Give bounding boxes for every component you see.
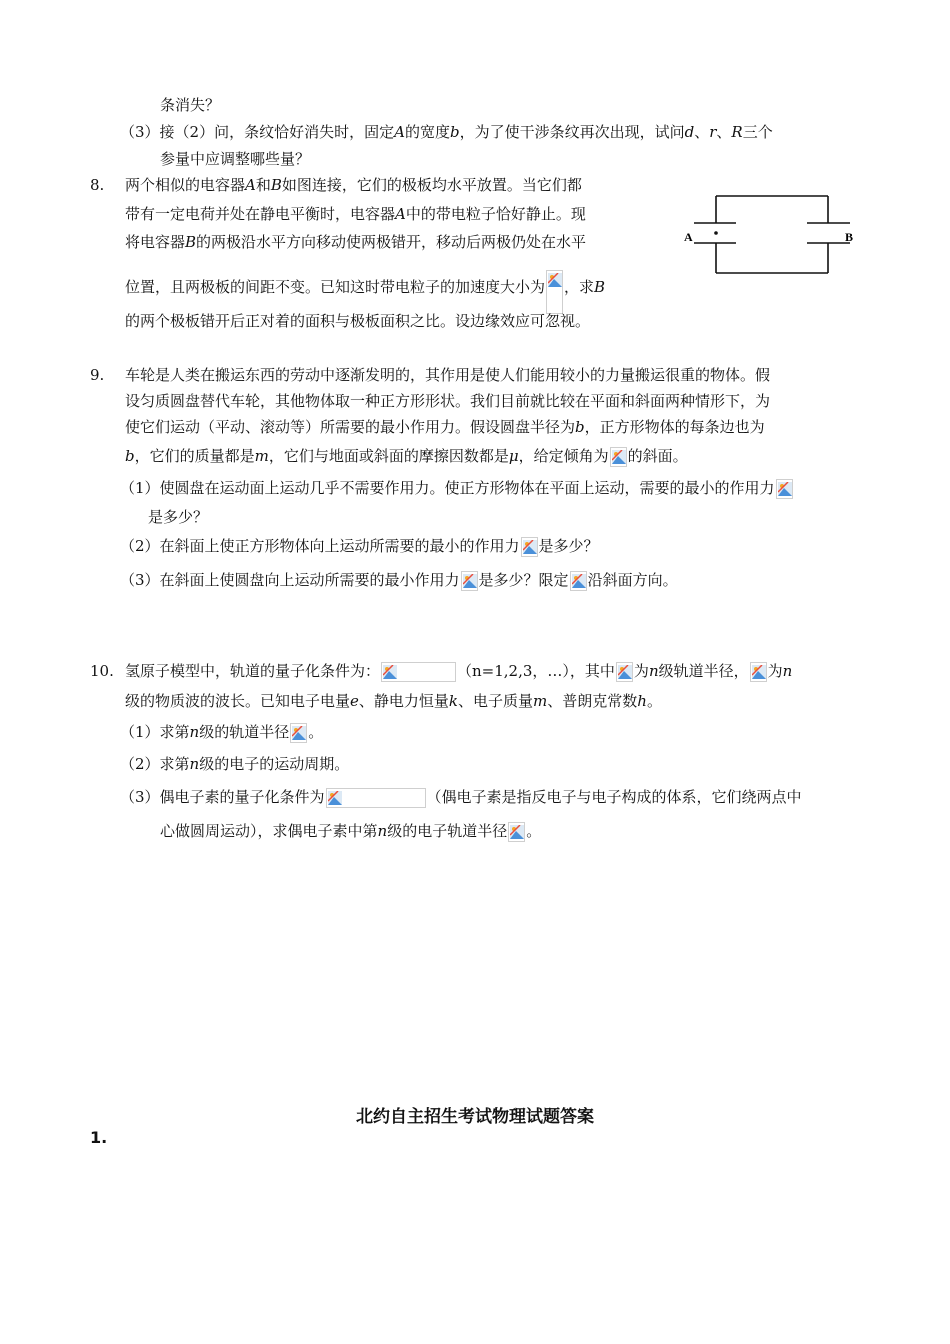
q9-part3: （3）在斜面上使圆盘向上运动所需要的最小作用力 是多少？限定 沿斜面方向。 <box>120 571 678 589</box>
q9-part1-line2: 是多少？ <box>148 508 209 526</box>
force-f3-image-icon <box>461 571 478 591</box>
charged-particle <box>714 231 718 235</box>
quantization-condition-image-icon <box>381 662 456 682</box>
capacitor-circuit-diagram <box>684 190 864 280</box>
q10-part3-line1: （3）偶电子素的量子化条件为 （偶电子素是指反电子与电子构成的体系，它们绕两点中 <box>120 788 802 806</box>
q9-number: 9. <box>90 366 105 384</box>
q9-part2: （2）在斜面上使正方形物体向上运动所需要的最小的作用力 是多少？ <box>120 537 599 555</box>
capacitor-a-label: A <box>684 230 693 244</box>
q10-part1: （1）求第n级的轨道半径 。 <box>120 723 324 741</box>
q10-line2: 级的物质波的波长。已知电子电量e、静电力恒量k、电子质量m、普朗克常数h。 <box>125 692 662 710</box>
q9-line1: 车轮是人类在搬运东西的劳动中逐渐发明的，其作用是使人们能用较小的力量搬运很重的物体。假 <box>125 366 771 384</box>
positronium-radius-image-icon <box>508 822 525 842</box>
force-f2-image-icon <box>521 537 538 557</box>
q10-part2: （2）求第n级的电子的运动周期。 <box>120 755 350 773</box>
answer-1-number: 1. <box>90 1128 108 1147</box>
q7-part3-line2: 参量中应调整哪些量？ <box>160 150 311 168</box>
acceleration-formula-image-icon <box>546 270 563 314</box>
q10-part3-line2: 心做圆周运动），求偶电子素中第n级的电子轨道半径 。 <box>160 822 542 840</box>
wavelength-image-icon <box>750 662 767 682</box>
q8-line2: 带有一定电荷并处在静电平衡时，电容器A中的带电粒子恰好静止。现 <box>125 205 586 223</box>
force-f3-direction-image-icon <box>570 571 587 591</box>
q10-number: 10. <box>90 662 114 680</box>
q10-line1: 氢原子模型中，轨道的量子化条件为： （n=1,2,3，…），其中 为n级轨道半径， 为n <box>125 662 793 680</box>
q9-line2: 设匀质圆盘替代车轮，其他物体取一种正方形形状。我们目前就比较在平面和斜面两种情形下，为 <box>125 392 771 410</box>
answers-title: 北约自主招生考试物理试题答案 <box>356 1107 594 1127</box>
q8-line1: 两个相似的电容器A和B如图连接，它们的极板均水平放置。当它们都 <box>125 176 582 194</box>
q9-line3: 使它们运动（平动、滚动等）所需要的最小作用力。假设圆盘半径为b，正方形物体的每条边也为 <box>125 418 765 436</box>
q8-line3: 将电容器B的两极沿水平方向移动使两极错开，移动后两极仍处在水平 <box>125 233 587 251</box>
q9-line4: b，它们的质量都是m，它们与地面或斜面的摩擦因数都是μ，给定倾角为 的斜面。 <box>125 447 688 465</box>
incline-angle-image-icon <box>610 447 627 467</box>
q7-continuation: 条消失？ <box>160 96 221 114</box>
q8-number: 8. <box>90 176 105 194</box>
q7-part3-line1: （3）接（2）问，条纹恰好消失时，固定A的宽度b，为了使干涉条纹再次出现，试问d、r、R三个 <box>120 123 773 141</box>
positronium-condition-image-icon <box>326 788 426 808</box>
q8-line4: 位置，且两极板的间距不变。已知这时带电粒子的加速度大小为 ，求B <box>125 270 605 314</box>
capacitor-b-label: B <box>845 230 854 244</box>
force-f1-image-icon <box>776 479 793 499</box>
orbit-radius-rn-image-icon <box>290 723 307 743</box>
orbit-radius-image-icon <box>616 662 633 682</box>
q9-part1-line1: （1）使圆盘在运动面上运动几乎不需要作用力。使正方形物体在平面上运动，需要的最小的作用力 <box>120 477 794 499</box>
q8-line5: 的两个极板错开后正对着的面积与极板面积之比。设边缘效应可忽视。 <box>125 312 591 330</box>
